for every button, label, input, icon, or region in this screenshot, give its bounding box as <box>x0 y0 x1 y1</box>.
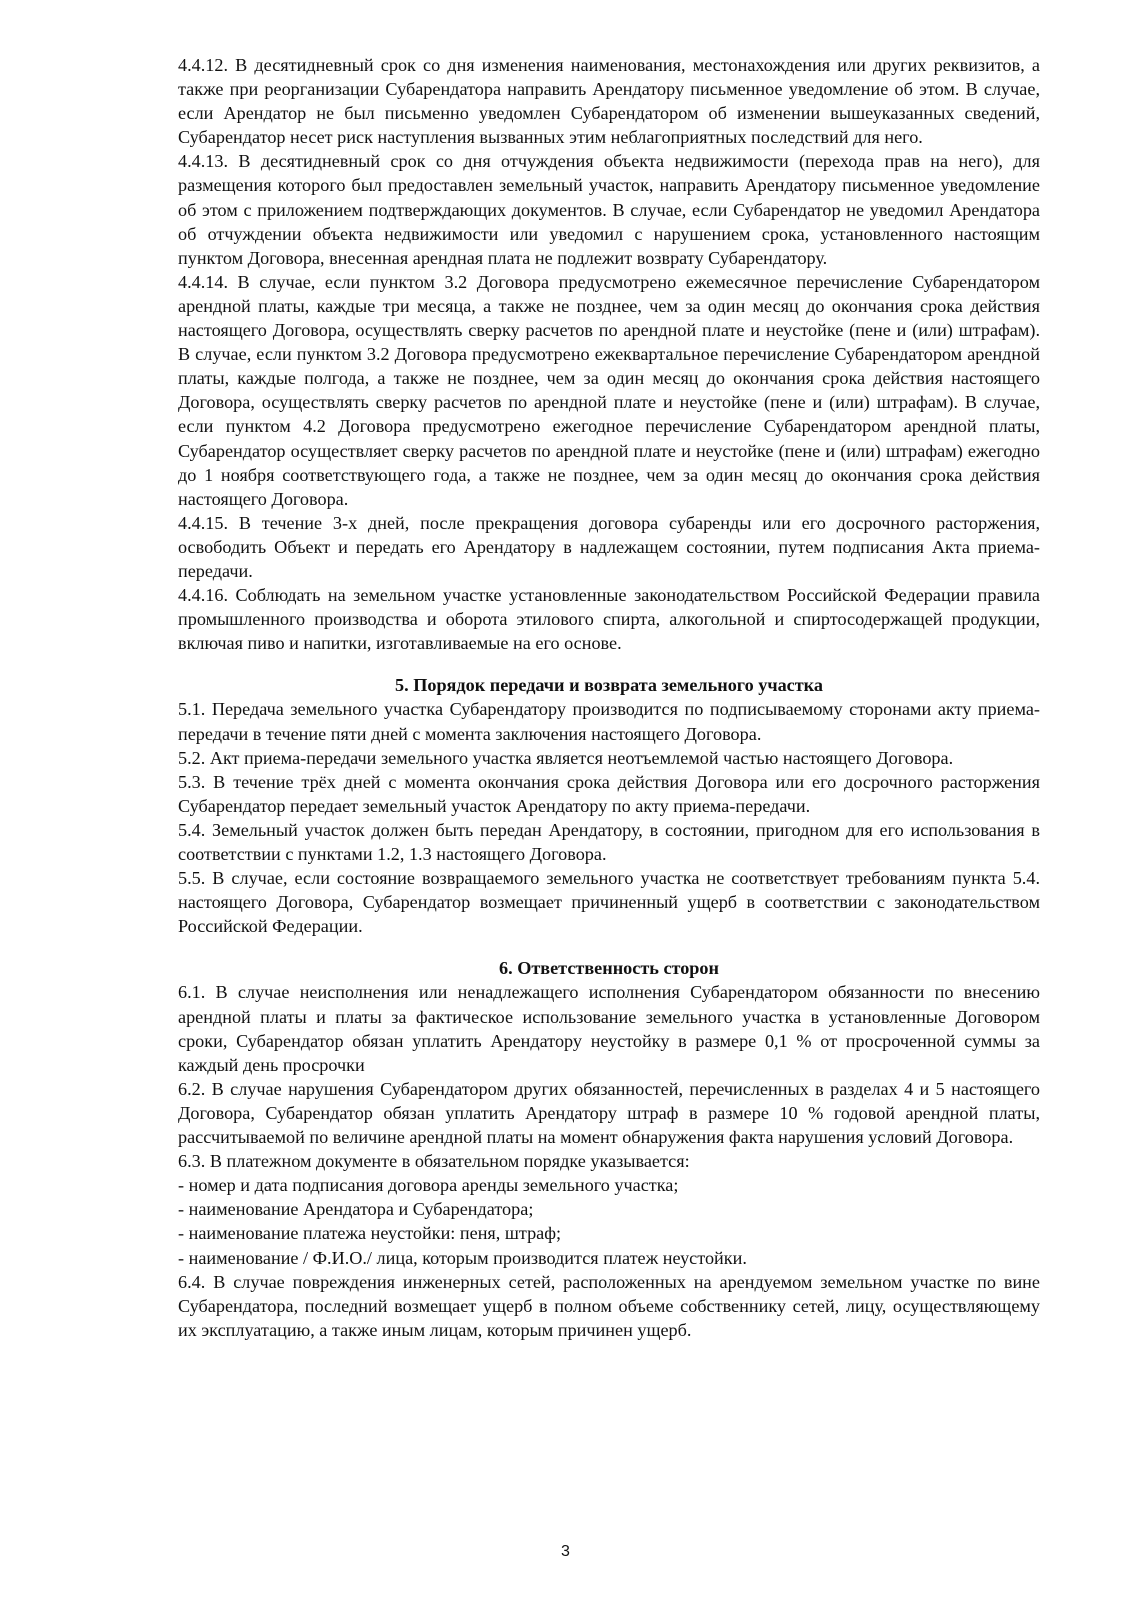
section-spacer <box>178 938 1040 956</box>
clause-4-4-14: 4.4.14. В случае, если пунктом 3.2 Договора предусмотрено ежемесячное перечисление Субарендатором арендной платы, каждые три месяца, а также не позднее, чем за один месяц до окончания срока действия настоящего Договора, осуществлять сверку расчетов по арендной плате и неустойке (пене и (или) штрафам). В случае, если пунктом 3.2 Договора предусмотрено ежеквартальное перечисление Субарендатором арендной платы, каждые полгода, а также не позднее, чем за один месяц до окончания срока действия настоящего Договора, осуществлять сверку расчетов по арендной плате и неустойке (пене и (или) штрафам). В случае, если пунктом 4.2 Договора предусмотрено ежегодное перечисление Субарендатором арендной платы, Субарендатор осуществляет сверку расчетов по арендной плате и неустойке (пене и (или) штрафам) ежегодно до 1 ноября соответствующего года, а также не позднее, чем за один месяц до окончания срока действия настоящего Договора. <box>178 271 1040 509</box>
clause-5-5: 5.5. В случае, если состояние возвращаемого земельного участка не соответствует требованиям пункта 5.4. настоящего Договора, Субарендатор возмещает причиненный ущерб в соответствии с законодательством Российской Федерации. <box>178 868 1040 937</box>
clause-4-4-15: 4.4.15. В течение 3-х дней, после прекращения договора субаренды или его досрочного расторжения, освободить Объект и передать его Арендатору в надлежащем состоянии, путем подписания Акта приема-передачи. <box>178 512 1040 581</box>
list-item: - наименование Арендатора и Субарендатора; <box>178 1199 534 1220</box>
list-item: - наименование / Ф.И.О./ лица, которым производится платеж неустойки. <box>178 1247 747 1268</box>
clause-6-1: 6.1. В случае неисполнения или ненадлежащего исполнения Субарендатором обязанности по внесению арендной платы и платы за фактическое использование земельного участка в установленные Договором сроки, Субарендатор обязан уплатить Арендатору неустойку в размере 0,1 % от просроченной суммы за каждый день просрочки <box>178 982 1040 1075</box>
clause-5-1: 5.1. Передача земельного участка Субарендатору производится по подписываемому сторонами акту приема-передачи в течение пяти дней с момента заключения настоящего Договора. <box>178 699 1040 744</box>
clause-4-4-16: 4.4.16. Соблюдать на земельном участке установленные законодательством Российской Федерации правила промышленного производства и оборота этилового спирта, алкогольной и спиртосодержащей продукции, включая пиво и напитки, изготавливаемые на его основе. <box>178 585 1040 654</box>
clause-6-3: 6.3. В платежном документе в обязательном порядке указывается: <box>178 1151 690 1172</box>
clause-4-4-12: 4.4.12. В десятидневный срок со дня изменения наименования, местонахождения или других реквизитов, а также при реорганизации Субарендатора направить Арендатору письменное уведомление об этом. В случае, если Арендатор не был письменно уведомлен Субарендатором об изменении вышеуказанных сведений, Субарендатор несет риск наступления вызванных этим неблагоприятных последствий для него. <box>178 55 1040 148</box>
clause-5-3: 5.3. В течение трёх дней с момента окончания срока действия Договора или его досрочного расторжения Субарендатор передает земельный участок Арендатору по акту приема-передачи. <box>178 771 1040 816</box>
clause-4-4-13: 4.4.13. В десятидневный срок со дня отчуждения объекта недвижимости (перехода прав на него), для размещения которого был предоставлен земельный участок, направить Арендатору письменное уведомление об этом с приложением подтверждающих документов. В случае, если Субарендатор не уведомил Арендатора об отчуждении объекта недвижимости или уведомил с нарушением срока, установленного настоящим пунктом Договора, внесенная арендная плата не подлежит возврату Субарендатору. <box>178 151 1040 268</box>
section-6-heading: 6. Ответственность сторон <box>499 958 719 979</box>
document-page <box>178 53 1040 1342</box>
list-item: - номер и дата подписания договора аренды земельного участка; <box>178 1175 679 1196</box>
clause-5-4: 5.4. Земельный участок должен быть передан Арендатору, в состоянии, пригодном для его использования в соответствии с пунктами 1.2, 1.3 настоящего Договора. <box>178 819 1040 864</box>
clause-5-2: 5.2. Акт приема-передачи земельного участка является неотъемлемой частью настоящего Договора. <box>178 747 954 768</box>
clause-6-4: 6.4. В случае повреждения инженерных сетей, расположенных на арендуемом земельном участке по вине Субарендатора, последний возмещает ущерб в полном объеме собственнику сетей, лицу, осуществляющему их эксплуатацию, а также иным лицам, которым причинен ущерб. <box>178 1271 1040 1340</box>
page-number: 3 <box>561 1543 570 1560</box>
section-5-heading: 5. Порядок передачи и возврата земельного участка <box>395 675 823 696</box>
list-item: - наименование платежа неустойки: пеня, штраф; <box>178 1223 562 1244</box>
clause-6-2: 6.2. В случае нарушения Субарендатором других обязанностей, перечисленных в разделах 4 и 5 настоящего Договора, Субарендатор обязан уплатить Арендатору штраф в размере 10 % годовой арендной платы, рассчитываемой по величине арендной платы на момент обнаружения факта нарушения условий Договора. <box>178 1078 1040 1148</box>
section-spacer <box>178 655 1040 673</box>
